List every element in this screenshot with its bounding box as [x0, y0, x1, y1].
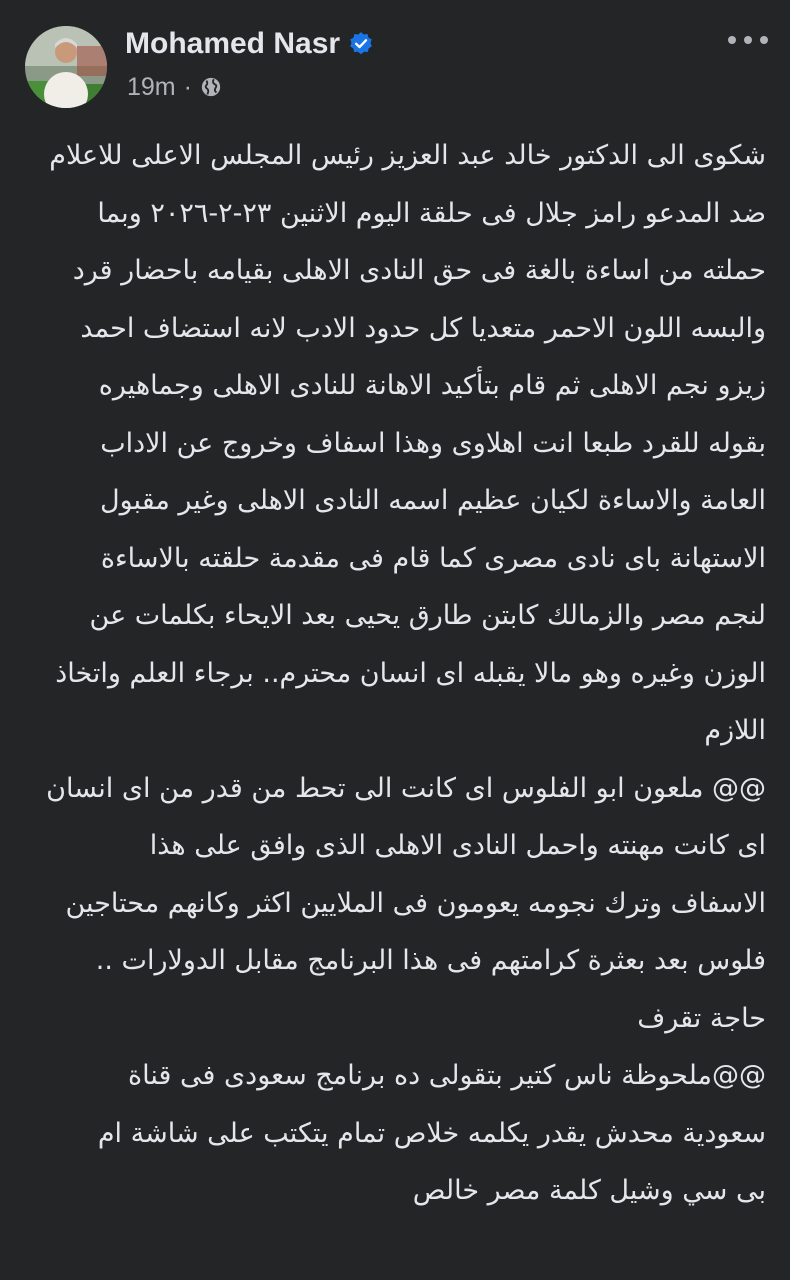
more-dot [760, 36, 768, 44]
post-timestamp[interactable]: 19m [127, 73, 176, 101]
globe-icon[interactable] [200, 76, 222, 98]
meta-separator: · [183, 73, 192, 101]
post-text-line: لنجم مصر والزمالك كابتن طارق يحيى بعد الايحاء بكلمات عن [89, 600, 766, 631]
post-text-line: شكوى الى الدكتور خالد عبد العزيز رئيس المجلس الاعلى للاعلام [49, 140, 766, 171]
more-dot [744, 36, 752, 44]
post-meta [127, 72, 222, 102]
author-name[interactable] [125, 26, 374, 62]
post-text-line: بى سي وشيل كلمة مصر خالص [412, 1175, 766, 1206]
avatar[interactable] [25, 26, 107, 108]
post-body [22, 127, 766, 1220]
post-text-line: الوزن وغيره وهو مالا يقبله اى انسان محترم.. برجاء العلم واتخاذ [55, 657, 766, 689]
post-text-line: حملته من اساءة بالغة فى حق النادى الاهلى بقيامه باحضار قرد [72, 255, 766, 286]
post-text-line: والبسه اللون الاحمر متعديا كل حدود الادب لانه استضاف احمد [80, 312, 766, 344]
post-text-line: حاجة تقرف [637, 1002, 766, 1034]
post-header [0, 0, 790, 120]
post-text-line: بقوله للقرد طبعا انت اهلاوى وهذا اسفاف وخروج عن الاداب [100, 427, 766, 459]
post-text-line: الاسفاف وترك نجومه يعومون فى الملايين اكثر وكانهم محتاجين [65, 887, 766, 919]
post-text-line: @@ ملعون ابو الفلوس اى كانت الى تحط من قدر من اى انسان [46, 772, 766, 804]
post-text-line: اللازم [704, 715, 766, 746]
author-name-text[interactable]: Mohamed Nasr [125, 27, 341, 60]
post-text-line: الاستهانة باى نادى مصرى كما قام فى مقدمة حلقته بالاساءة [100, 542, 766, 574]
post-text-line: العامة والاساءة لكيان عظيم اسمه النادى الاهلى وغير مقبول [99, 485, 766, 516]
post-text-line: اى كانت مهنته واحمل النادى الاهلى الذى وافق على هذا [149, 830, 766, 861]
post-text-line: فلوس بعد بعثرة كرامتهم فى هذا البرنامج مقابل الدولارات .. [95, 945, 766, 976]
more-options-icon[interactable] [728, 30, 768, 50]
post-text-line: ضد المدعو رامز جلال فى حلقة اليوم الاثنين ٢٣-٢-٢٠٢٦ وبما [97, 197, 766, 229]
verified-badge-icon [348, 31, 374, 57]
post-text-line: سعودية محدش يقدر يكلمه خلاص تمام يتكتب على شاشة ام [97, 1117, 766, 1149]
post-text-line: @@ملحوظة ناس كتير بتقولى ده برنامج سعودى فى قناة [128, 1060, 766, 1091]
more-dot [728, 36, 736, 44]
post-text-line: زيزو نجم الاهلى ثم قام بتأكيد الاهانة للنادى الاهلى وجماهيره [98, 370, 766, 401]
